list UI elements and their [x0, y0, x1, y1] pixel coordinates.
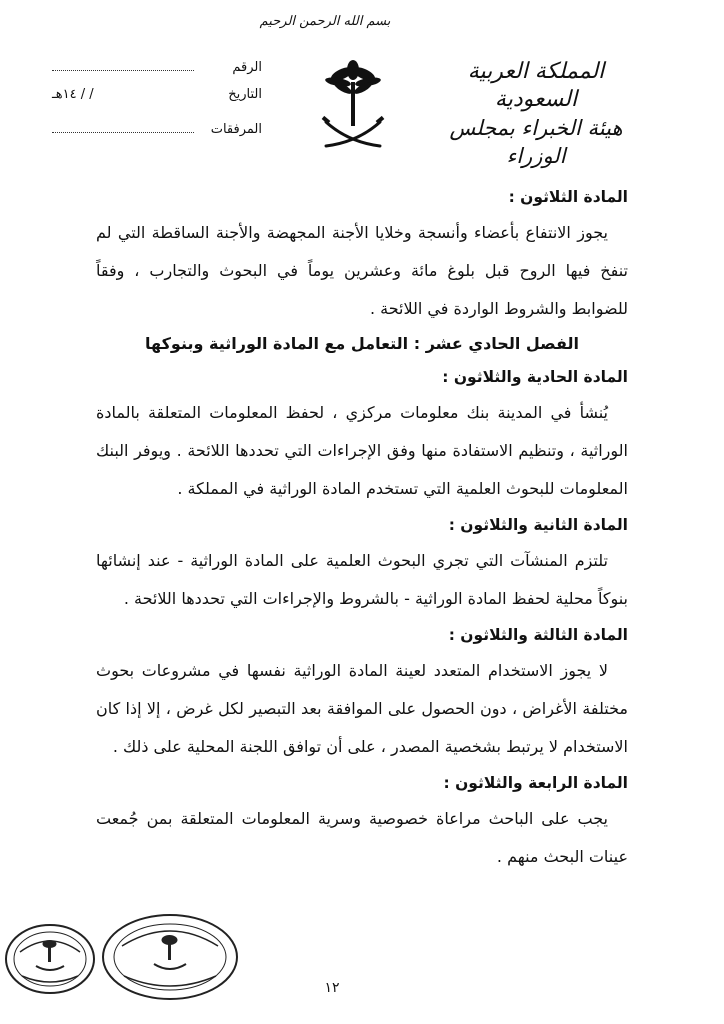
article-31-heading: المادة الحادية والثلاثون :	[442, 368, 628, 386]
org-line-1: المملكة العربية السعودية	[467, 59, 605, 112]
date-label: التاريخ	[228, 87, 262, 102]
org-line-2: هيئة الخبراء بمجلس الوزراء	[449, 116, 623, 168]
date-value: / / ١٤هـ	[52, 87, 94, 102]
attachments-line	[52, 118, 194, 133]
saudi-emblem-icon	[318, 56, 388, 152]
page-number: ١٢	[324, 980, 340, 996]
article-32-text: تلتزم المنشآت التي تجري البحوث العلمية على المادة الوراثية - عند إنشائها بنوكاً محلية لحفظ المادة الوراثية - بالشروط والإجراءات التي تحددها اللائحة .	[96, 551, 628, 608]
article-30-text: يجوز الانتفاع بأعضاء وأنسجة وخلايا الأجنة المجهضة والأجنة الساقطة التي لم تنفخ فيها الروح قبل بلوغ مائة وعشرين يوماً في البحوث والتجارب ، وفقاً للضوابط والشروط الواردة في اللائحة .	[96, 223, 628, 318]
article-33-text: لا يجوز الاستخدام المتعدد لعينة المادة الوراثية نفسها في مشروعات بحوث مختلفة الأغراض ، دون الحصول على الموافقة بعد التبصير لكل غرض ، إلا إذا كان الاستخدام لا يرتبط بشخصية المصدر ، على أن توافق اللجنة المحلية على ذلك .	[96, 661, 628, 756]
article-32-heading: المادة الثانية والثلاثون :	[448, 516, 628, 534]
secretariat-seal	[4, 922, 96, 996]
basmala: بسم الله الرحمن الرحيم	[259, 14, 391, 29]
organization-name	[426, 58, 646, 170]
article-30-heading: المادة الثلاثون :	[508, 188, 628, 206]
experts-commission-seal	[100, 912, 240, 1002]
date-row	[52, 87, 262, 118]
article-31-text: يُنشأ في المدينة بنك معلومات مركزي ، لحفظ المعلومات المتعلقة بالمادة الوراثية ، وتنظيم الاستفادة منها وفق الإجراءات التي تحددها اللائحة . ويوفر البنك المعلومات للبحوث العلمية التي تستخدم المادة الوراثية في المملكة .	[96, 403, 628, 498]
ref-row	[52, 56, 262, 87]
document-body	[96, 180, 628, 876]
ref-line	[52, 56, 194, 71]
article-33-heading: المادة الثالثة والثلاثون :	[448, 626, 628, 644]
ref-label: الرقم	[232, 60, 262, 75]
chapter-11-title: الفصل الحادي عشر : التعامل مع المادة الوراثية وبنوكها	[145, 334, 579, 353]
attachments-row	[52, 118, 262, 149]
reference-fields	[52, 56, 262, 149]
article-34-text: يجب على الباحث مراعاة خصوصية وسرية المعلومات المتعلقة بمن جُمعت عينات البحث منهم .	[96, 809, 628, 866]
attachments-label: المرفقات	[210, 122, 262, 137]
article-34-heading: المادة الرابعة والثلاثون :	[443, 774, 628, 792]
